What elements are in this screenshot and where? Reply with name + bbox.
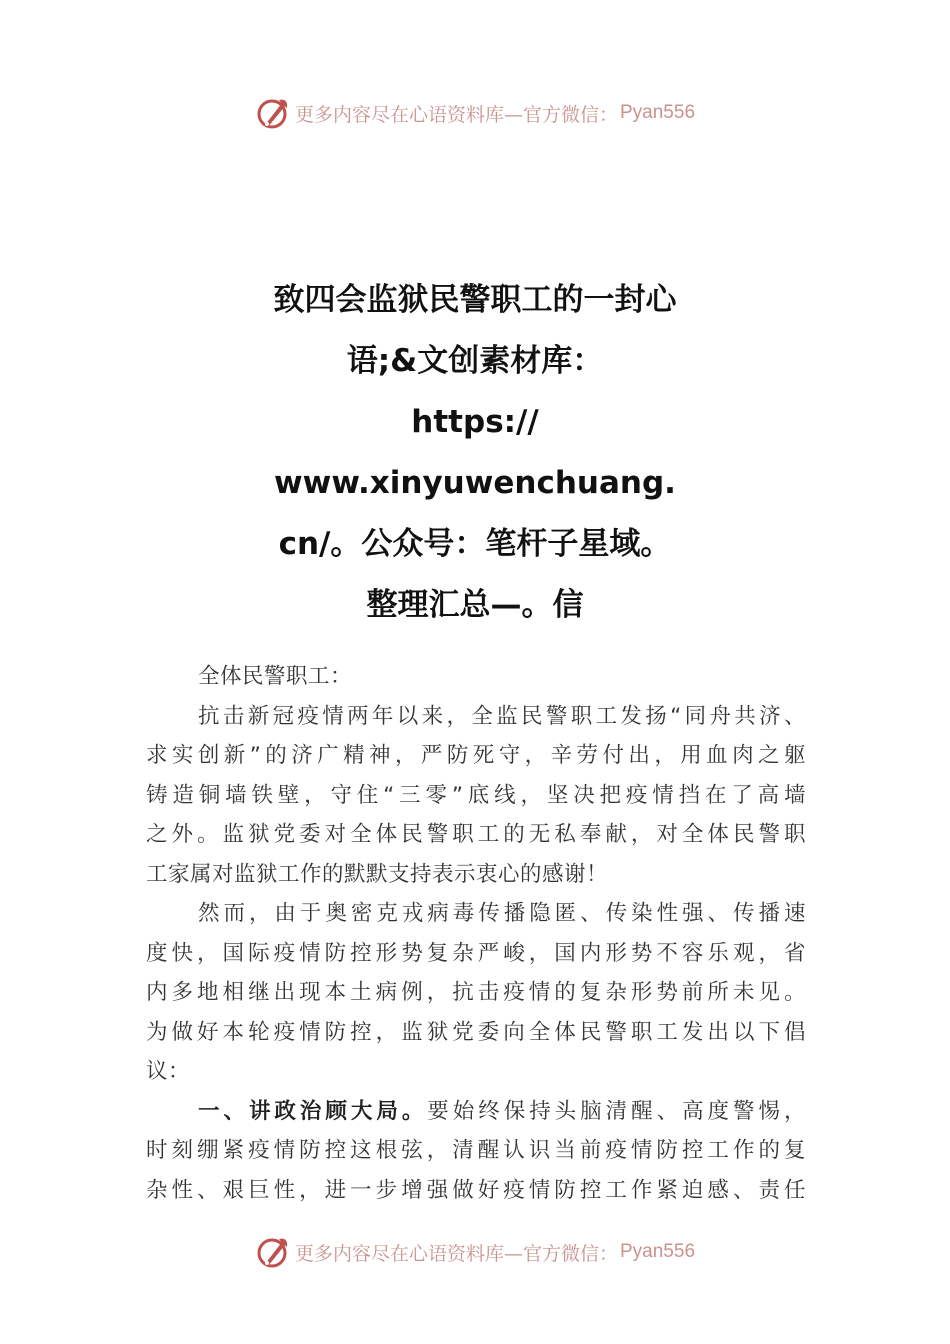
paragraph-line: 工家属对监狱工作的默默支持表示衷心的感谢！	[146, 861, 609, 887]
quill-pen-circle-icon	[255, 1234, 291, 1270]
paragraph-line: 为做好本轮疫情防控，监狱党委向全体民警职工发出以下倡	[146, 1019, 806, 1045]
title-line: 致四会监狱民警职工的一封心	[273, 282, 677, 318]
paragraph-line: 时刻绷紧疫情防控这根弦，清醒认识当前疫情防控工作的复	[146, 1138, 806, 1163]
paragraph-line: 然而，由于奥密克戎病毒传播隐匿、传染性强、传播速	[198, 901, 806, 926]
paragraph-line: 度快，国际疫情防控形势复杂严峻，国内形势不容乐观，省	[146, 940, 806, 966]
document-title	[150, 270, 800, 636]
paragraph-line: 之外。监狱党委对全体民警职工的无私奉献，对全体民警职	[146, 822, 806, 847]
footer-banner	[0, 1232, 950, 1272]
banner-text: 更多内容尽在心语资料库—官方微信：	[294, 1242, 618, 1265]
quill-pen-circle-icon	[255, 95, 291, 131]
paragraph-2	[146, 894, 806, 1092]
banner-wechat-id: Pyan556	[620, 1241, 696, 1262]
paragraph-1	[146, 697, 806, 895]
paragraph-line	[146, 1092, 806, 1132]
banner-wechat-id: Pyan556	[620, 102, 696, 123]
header-banner	[0, 93, 950, 133]
paragraph-text: 要始终保持头脑清醒、高度警惕，	[427, 1098, 806, 1124]
paragraph-line: 求实创新”的济广精神，严防死守，辛劳付出，用血肉之躯	[146, 743, 806, 768]
paragraph-3	[146, 1092, 806, 1211]
title-line: cn/。公众号：笔杆子星域。	[278, 526, 672, 562]
title-line: https://	[411, 404, 539, 440]
paragraph-line: 内多地相继出现本土病例，抗击疫情的复杂形势前所未见。	[146, 980, 806, 1005]
paragraph-line: 铸造铜墙铁壁，守住“三零”底线，坚决把疫情挡在了高墙	[146, 782, 806, 808]
section-heading: 一、讲政治顾大局。	[198, 1098, 428, 1124]
paragraph-line: 抗击新冠疫情两年以来，全监民警职工发扬“同舟共济、	[198, 703, 806, 729]
banner-text: 更多内容尽在心语资料库—官方微信：	[294, 103, 618, 126]
salutation: 全体民警职工：	[198, 664, 353, 689]
document-body	[146, 657, 806, 1210]
paragraph-line: 议：	[146, 1059, 191, 1084]
title-line: www.xinyuwenchuang.	[274, 465, 676, 501]
title-line: 语;&文创素材库：	[346, 343, 604, 379]
paragraph-line: 杂性、艰巨性，进一步增强做好疫情防控工作紧迫感、责任	[146, 1177, 806, 1203]
title-line: 整理汇总—。信	[366, 587, 584, 623]
